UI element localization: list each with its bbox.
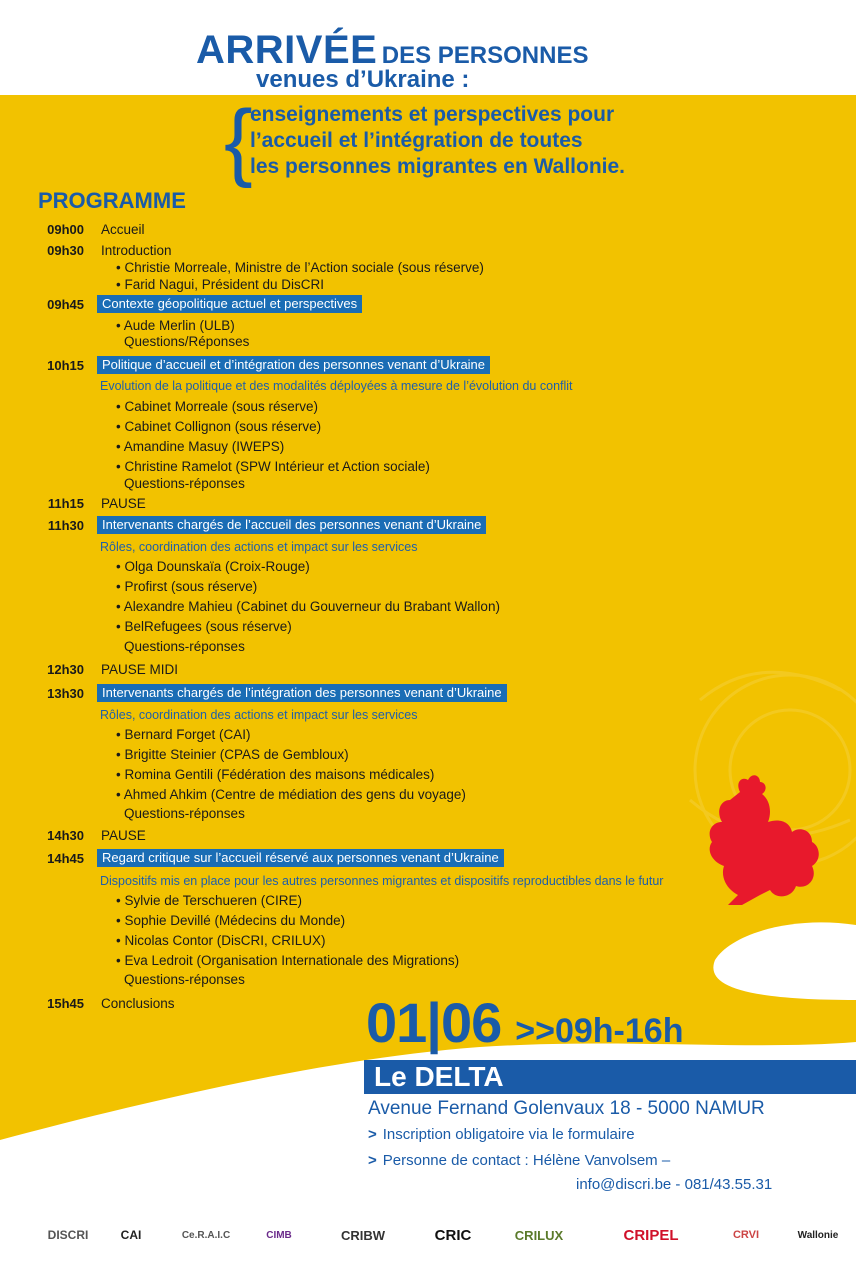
logo-ceraic: Ce.R.A.I.C bbox=[181, 1229, 231, 1241]
programme-item: PAUSE bbox=[101, 496, 146, 511]
programme-time: 12h30 bbox=[47, 662, 84, 677]
logo-discri: DISCRI bbox=[47, 1228, 89, 1242]
speaker-item: • Farid Nagui, Président du DisCRI bbox=[116, 277, 325, 292]
speaker-item: • Brigitte Steinier (CPAS de Gembloux) bbox=[116, 747, 349, 762]
hours-value: >>09h-16h bbox=[515, 1012, 684, 1050]
questions-item: Questions-réponses bbox=[124, 476, 245, 491]
programme-time: 11h15 bbox=[47, 496, 84, 511]
contact-text: Personne de contact : Hélène Vanvolsem – bbox=[382, 1152, 671, 1169]
speaker-item: • Ahmed Ahkim (Centre de médiation des gens du voyage) bbox=[116, 787, 466, 802]
programme-time: 13h30 bbox=[47, 686, 84, 701]
logo-crilux: CRILUX bbox=[514, 1227, 564, 1243]
title-big: ARRIVÉE bbox=[196, 28, 378, 72]
programme-item: Conclusions bbox=[101, 996, 175, 1011]
speaker-item: • Bernard Forget (CAI) bbox=[116, 727, 251, 742]
venue-banner: Le DELTA bbox=[364, 1060, 856, 1094]
questions-item: Questions/Réponses bbox=[124, 334, 250, 349]
speaker-item: • Olga Dounskaïa (Croix-Rouge) bbox=[116, 559, 310, 574]
speaker-item: • Christie Morreale, Ministre de l’Action sociale (sous réserve) bbox=[116, 260, 484, 275]
programme-item: Introduction bbox=[101, 243, 172, 258]
speaker-item: • BelRefugees (sous réserve) bbox=[116, 619, 292, 634]
speaker-item: • Cabinet Collignon (sous réserve) bbox=[116, 419, 322, 434]
session-description: Evolution de la politique et des modalités déployées à mesure de l’évolution du conflit bbox=[100, 379, 573, 393]
arrow-icon: > bbox=[368, 1126, 377, 1143]
programme-item: PAUSE MIDI bbox=[101, 662, 179, 677]
arrow-icon: > bbox=[368, 1152, 377, 1169]
venue-address: Avenue Fernand Golenvaux 18 - 5000 NAMUR bbox=[368, 1098, 765, 1119]
logo-cribw: CRIBW bbox=[340, 1227, 386, 1243]
brace-icon: { bbox=[224, 93, 253, 189]
speaker-item: • Romina Gentili (Fédération des maisons médicales) bbox=[116, 767, 435, 782]
speaker-item: • Amandine Masuy (IWEPS) bbox=[116, 439, 285, 454]
programme-item: Accueil bbox=[101, 222, 145, 237]
speaker-item: • Alexandre Mahieu (Cabinet du Gouverneur du Brabant Wallon) bbox=[116, 599, 500, 614]
programme-time: 14h30 bbox=[47, 828, 84, 843]
programme-time: 11h30 bbox=[47, 518, 84, 533]
registration-text: Inscription obligatoire via le formulaire bbox=[382, 1126, 635, 1143]
session-title: Regard critique sur l’accueil réservé aux personnes venant d’Ukraine bbox=[97, 849, 504, 867]
session-title: Politique d’accueil et d’intégration des personnes venant d’Ukraine bbox=[97, 356, 490, 374]
session-title: Contexte géopolitique actuel et perspectives bbox=[97, 295, 362, 313]
title-small: DES PERSONNES bbox=[381, 42, 589, 69]
speaker-item: • Nicolas Contor (DisCRI, CRILUX) bbox=[116, 933, 326, 948]
registration-info bbox=[368, 1126, 635, 1143]
speaker-item: • Eva Ledroit (Organisation Internationale des Migrations) bbox=[116, 953, 460, 968]
title-line2: venues d’Ukraine : bbox=[256, 66, 470, 93]
speaker-item: • Christine Ramelot (SPW Intérieur et Action sociale) bbox=[116, 459, 430, 474]
partner-logos bbox=[0, 1200, 856, 1280]
programme-time: 15h45 bbox=[47, 996, 84, 1011]
subtitle-line: l’accueil et l’intégration de toutes bbox=[250, 129, 583, 152]
contact-email-phone[interactable]: info@discri.be - 081/43.55.31 bbox=[576, 1176, 773, 1193]
subtitle-line: enseignements et perspectives pour bbox=[250, 103, 615, 126]
questions-item: Questions-réponses bbox=[124, 972, 245, 987]
logo-cripel: CRIPEL bbox=[623, 1226, 679, 1244]
programme-time: 09h00 bbox=[47, 222, 84, 237]
speaker-item: • Cabinet Morreale (sous réserve) bbox=[116, 399, 319, 414]
programme-title: PROGRAMME bbox=[38, 188, 186, 213]
session-description: Rôles, coordination des actions et impact sur les services bbox=[100, 540, 418, 554]
session-title: Intervenants chargés de l’accueil des personnes venant d’Ukraine bbox=[97, 516, 486, 534]
logo-cimb: CIMB bbox=[266, 1229, 292, 1241]
programme-time: 10h15 bbox=[47, 358, 84, 373]
programme-time: 09h45 bbox=[47, 297, 84, 312]
event-date bbox=[366, 990, 683, 1055]
session-description: Rôles, coordination des actions et impact sur les services bbox=[100, 708, 418, 722]
logo-cric: CRIC bbox=[434, 1226, 472, 1244]
logo-crvi: CRVI bbox=[732, 1229, 760, 1241]
subtitle-line: les personnes migrantes en Wallonie. bbox=[250, 155, 625, 178]
speaker-item: • Sylvie de Terschueren (CIRE) bbox=[116, 893, 303, 908]
questions-item: Questions-réponses bbox=[124, 806, 245, 821]
logo-cai: CAI bbox=[120, 1228, 142, 1242]
logo-wallonie: Wallonie bbox=[797, 1229, 839, 1241]
programme-item: PAUSE bbox=[101, 828, 146, 843]
session-title: Intervenants chargés de l’intégration des personnes venant d’Ukraine bbox=[97, 684, 507, 702]
contact-info bbox=[368, 1152, 670, 1169]
programme-time: 09h30 bbox=[47, 243, 84, 258]
date-value: 01|06 bbox=[366, 991, 502, 1054]
speaker-item: • Profirst (sous réserve) bbox=[116, 579, 258, 594]
speaker-item: • Aude Merlin (ULB) bbox=[116, 318, 235, 333]
questions-item: Questions-réponses bbox=[124, 639, 245, 654]
programme-time: 14h45 bbox=[47, 851, 84, 866]
speaker-item: • Sophie Devillé (Médecins du Monde) bbox=[116, 913, 346, 928]
session-description: Dispositifs mis en place pour les autres personnes migrantes et dispositifs reproductibles dans le futur bbox=[100, 874, 664, 888]
subtitle bbox=[250, 102, 625, 180]
